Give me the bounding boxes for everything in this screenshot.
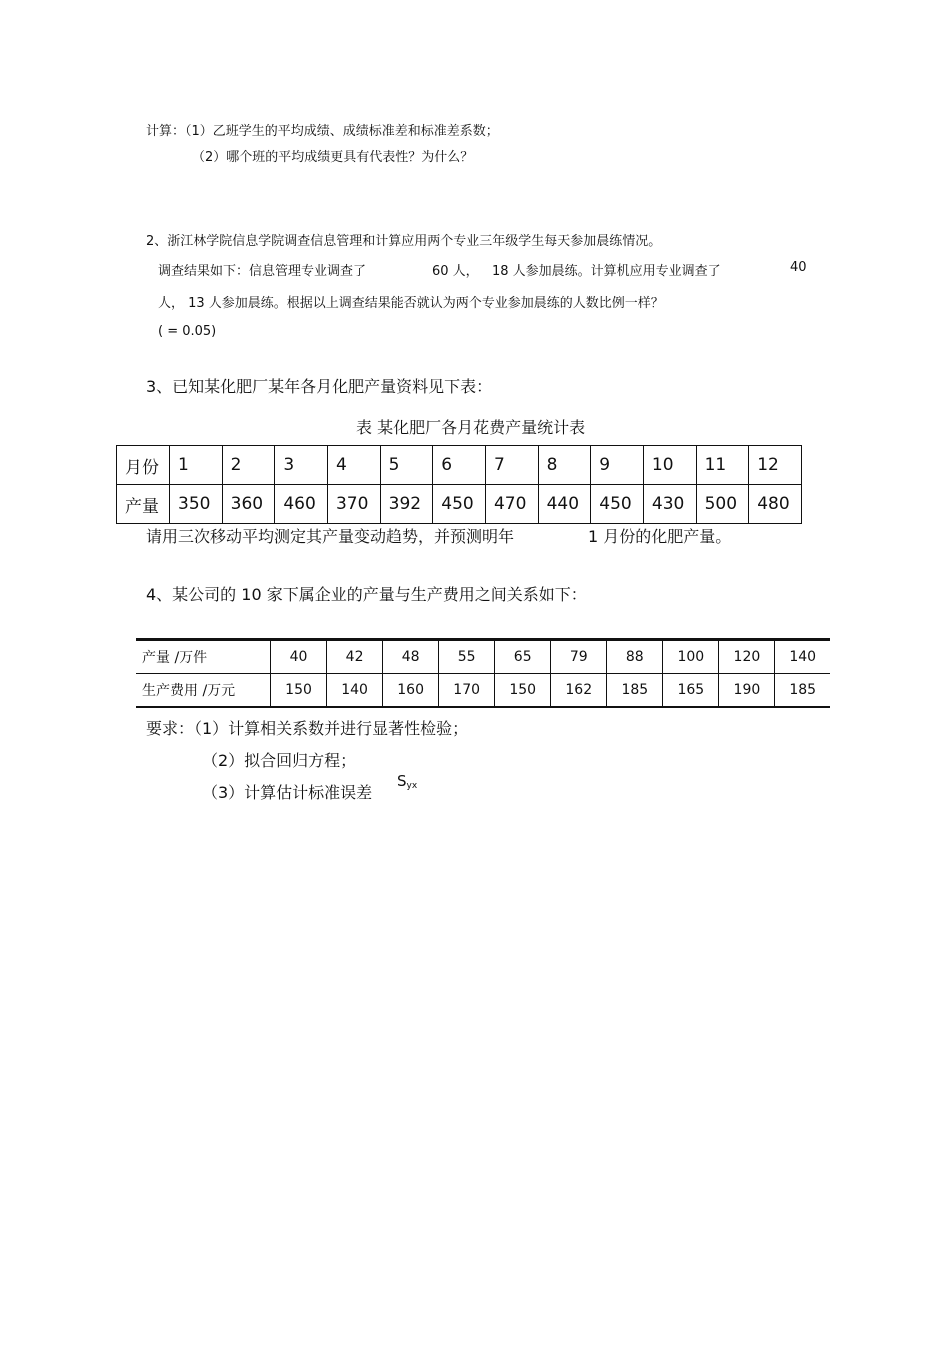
q4-req1: 要求：（1）计算相关系数并进行显著性检验； bbox=[146, 719, 469, 738]
month-cell: 9 bbox=[591, 446, 644, 485]
month-cell: 6 bbox=[433, 446, 486, 485]
q2-line2c: 18 人参加晨练。计算机应用专业调查了 bbox=[492, 264, 721, 279]
month-cell: 7 bbox=[485, 446, 538, 485]
month-cell: 12 bbox=[749, 446, 802, 485]
month-cell: 8 bbox=[538, 446, 591, 485]
output-cell: 370 bbox=[327, 485, 380, 524]
output-cell: 440 bbox=[538, 485, 591, 524]
table-row bbox=[136, 674, 830, 708]
row-label-month: 月份 bbox=[117, 446, 170, 485]
row-label-cost: 生产费用 /万元 bbox=[136, 674, 271, 708]
syx-sub: yx bbox=[406, 781, 418, 791]
row-label-output: 产量 /万件 bbox=[136, 640, 271, 674]
output-cell: 480 bbox=[749, 485, 802, 524]
q2-line3: 人， 13 人参加晨练。根据以上调查结果能否就认为两个专业参加晨练的人数比例一样？ bbox=[158, 296, 664, 311]
output-cell: 360 bbox=[222, 485, 275, 524]
output-cell: 500 bbox=[696, 485, 749, 524]
q4-intro: 4、某公司的 10 家下属企业的产量与生产费用之间关系如下： bbox=[146, 585, 587, 604]
output-cell: 100 bbox=[663, 640, 719, 674]
q1-line1: 计算：（1）乙班学生的平均成绩、成绩标准差和标准差系数； bbox=[146, 124, 499, 139]
output-cell: 350 bbox=[170, 485, 223, 524]
month-cell: 10 bbox=[643, 446, 696, 485]
output-cell: 470 bbox=[485, 485, 538, 524]
q4-req3: （3）计算估计标准误差 bbox=[202, 783, 373, 802]
output-cell: 430 bbox=[643, 485, 696, 524]
cost-cell: 150 bbox=[271, 674, 327, 708]
cost-cell: 185 bbox=[607, 674, 663, 708]
output-cell: 65 bbox=[495, 640, 551, 674]
output-cell: 460 bbox=[275, 485, 328, 524]
month-cell: 11 bbox=[696, 446, 749, 485]
cost-cell: 185 bbox=[775, 674, 830, 708]
output-by-month-table bbox=[116, 445, 802, 524]
q2-line4: ( = 0.05) bbox=[158, 324, 217, 339]
output-cell: 450 bbox=[433, 485, 486, 524]
q3-table-title: 表 某化肥厂各月花费产量统计表 bbox=[356, 418, 586, 437]
q3-after-b: 1 月份的化肥产量。 bbox=[588, 527, 732, 546]
output-cell: 48 bbox=[383, 640, 439, 674]
output-cell: 140 bbox=[775, 640, 830, 674]
month-cell: 4 bbox=[327, 446, 380, 485]
output-cell: 40 bbox=[271, 640, 327, 674]
syx-main: S bbox=[397, 772, 407, 790]
syx-symbol bbox=[397, 772, 417, 791]
output-cell: 79 bbox=[551, 640, 607, 674]
table-row bbox=[117, 446, 802, 485]
q3-intro: 3、已知某化肥厂某年各月化肥产量资料见下表： bbox=[146, 377, 493, 396]
month-cell: 5 bbox=[380, 446, 433, 485]
cost-cell: 190 bbox=[719, 674, 775, 708]
output-cell: 450 bbox=[591, 485, 644, 524]
output-cell: 88 bbox=[607, 640, 663, 674]
table-row bbox=[136, 640, 830, 674]
month-cell: 3 bbox=[275, 446, 328, 485]
month-cell: 2 bbox=[222, 446, 275, 485]
cost-cell: 140 bbox=[327, 674, 383, 708]
cost-cell: 160 bbox=[383, 674, 439, 708]
cost-cell: 170 bbox=[439, 674, 495, 708]
cost-cell: 165 bbox=[663, 674, 719, 708]
q2-line1: 2、浙江林学院信息学院调查信息管理和计算应用两个专业三年级学生每天参加晨练情况。 bbox=[146, 234, 662, 249]
q2-line2a: 调查结果如下：信息管理专业调查了 bbox=[158, 264, 367, 279]
output-cell: 392 bbox=[380, 485, 433, 524]
q3-after-a: 请用三次移动平均测定其产量变动趋势，并预测明年 bbox=[146, 527, 515, 546]
cost-cell: 162 bbox=[551, 674, 607, 708]
output-cost-table bbox=[136, 638, 830, 708]
output-cell: 42 bbox=[327, 640, 383, 674]
cost-cell: 150 bbox=[495, 674, 551, 708]
q2-line2b: 60 人， bbox=[432, 264, 479, 279]
q4-req2: （2）拟合回归方程； bbox=[202, 751, 357, 770]
output-cell: 120 bbox=[719, 640, 775, 674]
month-cell: 1 bbox=[170, 446, 223, 485]
output-cell: 55 bbox=[439, 640, 495, 674]
q2-line2d: 40 bbox=[790, 260, 807, 275]
row-label-output: 产量 bbox=[117, 485, 170, 524]
table-row bbox=[117, 485, 802, 524]
q1-line2: （2）哪个班的平均成绩更具有代表性？为什么？ bbox=[192, 150, 474, 165]
